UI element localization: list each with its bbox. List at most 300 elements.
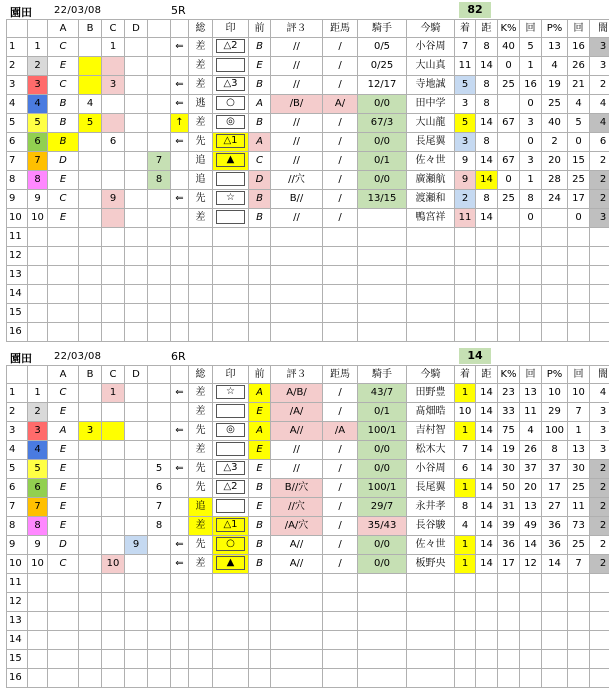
horse-number: 7 (28, 498, 48, 517)
grade-a: D (48, 152, 79, 171)
dark-rating: 3 (590, 209, 609, 228)
distance: 14 (476, 114, 498, 133)
count-1 (520, 323, 542, 342)
distance-horse: /A (323, 422, 358, 441)
style: 差 (189, 403, 213, 422)
jockey: 吉村智 (407, 422, 455, 441)
jockey-record (358, 266, 407, 285)
finish: 1 (455, 384, 476, 403)
mark-e (148, 76, 171, 95)
arrow (171, 650, 189, 669)
count-1: 49 (520, 517, 542, 536)
count-1: 0 (520, 209, 542, 228)
prediction-mark (213, 422, 249, 441)
distance-horse: / (323, 536, 358, 555)
prediction-mark (213, 152, 249, 171)
count-2 (568, 323, 590, 342)
count-1: 3 (520, 114, 542, 133)
mark-d (125, 612, 148, 631)
jockey-record: 43/7 (358, 384, 407, 403)
column-header: P% (542, 366, 568, 384)
jockey-record: 0/0 (358, 171, 407, 190)
p-percent: 14 (542, 555, 568, 574)
column-header: P% (542, 20, 568, 38)
prev-rating: B (249, 190, 271, 209)
style: 逃 (189, 95, 213, 114)
style: 差 (189, 57, 213, 76)
count-1: 3 (520, 152, 542, 171)
arrow: ⇐ (171, 133, 189, 152)
distance-horse: / (323, 517, 358, 536)
distance: 14 (476, 422, 498, 441)
column-header (171, 20, 189, 38)
dark-rating: 2 (590, 479, 609, 498)
mark-b (79, 498, 102, 517)
jockey (407, 285, 455, 304)
mark-e (148, 612, 171, 631)
prev-rating (249, 593, 271, 612)
arrow (171, 669, 189, 688)
dark-rating: 2 (590, 460, 609, 479)
distance: 8 (476, 190, 498, 209)
jockey: 大山龍 (407, 114, 455, 133)
finish: 11 (455, 57, 476, 76)
grade-a (48, 266, 79, 285)
p-percent: 36 (542, 536, 568, 555)
horse-number: 1 (28, 38, 48, 57)
prev-rating: C (249, 152, 271, 171)
count-1 (520, 574, 542, 593)
race-header (6, 2, 609, 19)
column-header: 印 (213, 20, 249, 38)
mark-e (148, 593, 171, 612)
mark-box (216, 210, 245, 224)
count-2: 15 (568, 152, 590, 171)
count-2: 0 (568, 133, 590, 152)
mark-e (148, 384, 171, 403)
table-row (7, 114, 609, 133)
arrow (171, 285, 189, 304)
rating-3: B// (271, 190, 323, 209)
jockey: 田野豊 (407, 384, 455, 403)
mark-b (79, 266, 102, 285)
horse-number (28, 285, 48, 304)
horse-number: 9 (28, 536, 48, 555)
grade-a (48, 631, 79, 650)
column-header: 距馬 (323, 20, 358, 38)
arrow (171, 441, 189, 460)
prev-rating: D (249, 171, 271, 190)
prediction-mark (213, 190, 249, 209)
distance-horse: / (323, 441, 358, 460)
mark-e: 7 (148, 498, 171, 517)
prev-rating: B (249, 517, 271, 536)
k-percent (498, 593, 520, 612)
mark-b (79, 384, 102, 403)
jockey-record (358, 285, 407, 304)
rating-3: // (271, 114, 323, 133)
arrow: ⇐ (171, 536, 189, 555)
count-1 (520, 669, 542, 688)
prev-rating (249, 631, 271, 650)
row-number: 14 (7, 631, 28, 650)
k-percent: 0 (498, 57, 520, 76)
column-header: 今騎 (407, 366, 455, 384)
mark-e (148, 95, 171, 114)
arrow (171, 171, 189, 190)
k-percent (498, 133, 520, 152)
mark-box: ☆ (216, 385, 245, 399)
mark-d (125, 403, 148, 422)
arrow (171, 57, 189, 76)
mark-d (125, 304, 148, 323)
mark-b (79, 650, 102, 669)
mark-c: 1 (102, 38, 125, 57)
style (189, 669, 213, 688)
mark-d (125, 76, 148, 95)
jockey: 廣瀬航 (407, 171, 455, 190)
row-number: 4 (7, 95, 28, 114)
count-2 (568, 247, 590, 266)
race-5r-section (6, 2, 609, 342)
distance: 14 (476, 555, 498, 574)
dark-rating: 2 (590, 152, 609, 171)
prediction-mark (213, 517, 249, 536)
prediction-mark (213, 498, 249, 517)
rating-3: // (271, 441, 323, 460)
style: 差 (189, 384, 213, 403)
mark-d (125, 593, 148, 612)
mark-c (102, 479, 125, 498)
table-row (7, 285, 609, 304)
column-header: 評３ (271, 20, 323, 38)
prediction-mark (213, 536, 249, 555)
prev-rating: E (249, 57, 271, 76)
prediction-mark (213, 403, 249, 422)
p-percent: 17 (542, 479, 568, 498)
k-percent: 25 (498, 76, 520, 95)
arrow (171, 574, 189, 593)
column-header (7, 20, 28, 38)
style: 先 (189, 536, 213, 555)
p-percent: 29 (542, 403, 568, 422)
column-header: 騎手 (358, 366, 407, 384)
jockey: 大山真 (407, 57, 455, 76)
distance-horse (323, 631, 358, 650)
dark-rating (590, 650, 609, 669)
prev-rating: A (249, 384, 271, 403)
mark-b: 5 (79, 114, 102, 133)
column-header: 回 (520, 20, 542, 38)
distance: 14 (476, 479, 498, 498)
p-percent (542, 247, 568, 266)
rating-3: //穴 (271, 171, 323, 190)
jockey-record (358, 631, 407, 650)
p-percent (542, 323, 568, 342)
arrow (171, 323, 189, 342)
horse-number: 8 (28, 517, 48, 536)
column-header: 騎手 (358, 20, 407, 38)
distance-horse (323, 669, 358, 688)
column-header: C (102, 366, 125, 384)
dark-rating: 3 (590, 441, 609, 460)
distance-horse: / (323, 57, 358, 76)
dark-rating: 2 (590, 498, 609, 517)
race-score: 82 (459, 2, 491, 18)
row-number: 14 (7, 285, 28, 304)
rating-3: B//穴 (271, 479, 323, 498)
distance-horse (323, 612, 358, 631)
prev-rating (249, 650, 271, 669)
column-header (171, 366, 189, 384)
k-percent (498, 304, 520, 323)
count-2: 25 (568, 171, 590, 190)
prediction-mark (213, 38, 249, 57)
jockey (407, 304, 455, 323)
jockey: 長尾翼 (407, 133, 455, 152)
mark-d (125, 460, 148, 479)
p-percent (542, 266, 568, 285)
row-number: 2 (7, 403, 28, 422)
k-percent: 36 (498, 536, 520, 555)
rating-3: // (271, 38, 323, 57)
jockey-record: 100/1 (358, 479, 407, 498)
table-row (7, 612, 609, 631)
grade-a: E (48, 517, 79, 536)
table-row (7, 631, 609, 650)
mark-e (148, 403, 171, 422)
rating-3 (271, 285, 323, 304)
mark-e (148, 323, 171, 342)
grade-a: E (48, 171, 79, 190)
mark-d (125, 517, 148, 536)
k-percent: 67 (498, 114, 520, 133)
mark-b (79, 76, 102, 95)
mark-d (125, 95, 148, 114)
rating-3 (271, 228, 323, 247)
mark-d (125, 479, 148, 498)
grade-a: D (48, 536, 79, 555)
table-row (7, 574, 609, 593)
arrow: ↑ (171, 114, 189, 133)
arrow (171, 593, 189, 612)
distance (476, 304, 498, 323)
arrow (171, 304, 189, 323)
grade-a (48, 323, 79, 342)
distance-horse: / (323, 498, 358, 517)
table-row (7, 517, 609, 536)
distance-horse (323, 266, 358, 285)
p-percent (542, 631, 568, 650)
mark-box (216, 58, 245, 72)
distance-horse (323, 574, 358, 593)
mark-c (102, 669, 125, 688)
jockey: 鴨宮祥 (407, 209, 455, 228)
mark-b (79, 133, 102, 152)
count-1 (520, 304, 542, 323)
count-2: 25 (568, 479, 590, 498)
mark-c (102, 209, 125, 228)
distance-horse: / (323, 114, 358, 133)
column-header: K% (498, 20, 520, 38)
mark-c (102, 422, 125, 441)
finish: 1 (455, 422, 476, 441)
mark-e: 6 (148, 479, 171, 498)
k-percent (498, 95, 520, 114)
mark-e (148, 266, 171, 285)
jockey-record: 67/3 (358, 114, 407, 133)
grade-a: E (48, 441, 79, 460)
dark-rating (590, 304, 609, 323)
jockey-record (358, 228, 407, 247)
table-row (7, 498, 609, 517)
row-number: 4 (7, 441, 28, 460)
race-table (6, 19, 609, 342)
count-2: 17 (568, 190, 590, 209)
arrow (171, 479, 189, 498)
jockey-record (358, 593, 407, 612)
mark-b (79, 479, 102, 498)
prev-rating (249, 247, 271, 266)
jockey (407, 669, 455, 688)
style: 差 (189, 76, 213, 95)
distance-horse: / (323, 460, 358, 479)
column-header: 評３ (271, 366, 323, 384)
jockey-record: 29/7 (358, 498, 407, 517)
finish: 5 (455, 114, 476, 133)
table-row (7, 555, 609, 574)
mark-box: ☆ (216, 191, 245, 205)
dark-rating (590, 228, 609, 247)
distance-horse: / (323, 38, 358, 57)
mark-c (102, 593, 125, 612)
mark-c (102, 650, 125, 669)
finish (455, 612, 476, 631)
jockey-record: 35/43 (358, 517, 407, 536)
race-6r-section (6, 348, 609, 688)
mark-c (102, 631, 125, 650)
mark-b (79, 441, 102, 460)
mark-e (148, 190, 171, 209)
row-number: 10 (7, 555, 28, 574)
count-2: 26 (568, 57, 590, 76)
mark-b: 3 (79, 422, 102, 441)
jockey: 田中学 (407, 95, 455, 114)
prev-rating: B (249, 209, 271, 228)
style: 先 (189, 460, 213, 479)
count-2 (568, 266, 590, 285)
finish: 3 (455, 133, 476, 152)
mark-d (125, 631, 148, 650)
table-row (7, 593, 609, 612)
finish: 1 (455, 536, 476, 555)
distance-horse: / (323, 479, 358, 498)
table-row (7, 95, 609, 114)
mark-c (102, 323, 125, 342)
mark-c (102, 228, 125, 247)
table-row (7, 403, 609, 422)
grade-a: C (48, 76, 79, 95)
finish: 9 (455, 152, 476, 171)
style: 差 (189, 517, 213, 536)
jockey-record: 0/25 (358, 57, 407, 76)
column-header: K% (498, 366, 520, 384)
column-header: C (102, 20, 125, 38)
distance-horse: / (323, 403, 358, 422)
p-percent: 37 (542, 460, 568, 479)
horse-number (28, 266, 48, 285)
style (189, 631, 213, 650)
style (189, 228, 213, 247)
prev-rating: B (249, 114, 271, 133)
p-percent: 40 (542, 114, 568, 133)
row-number: 15 (7, 304, 28, 323)
count-2: 7 (568, 403, 590, 422)
finish (455, 669, 476, 688)
grade-a: E (48, 209, 79, 228)
finish: 3 (455, 95, 476, 114)
mark-c (102, 498, 125, 517)
column-header: 印 (213, 366, 249, 384)
table-row (7, 460, 609, 479)
count-2: 73 (568, 517, 590, 536)
arrow: ⇐ (171, 38, 189, 57)
k-percent: 17 (498, 555, 520, 574)
finish (455, 574, 476, 593)
rating-3: /A/ (271, 403, 323, 422)
dark-rating (590, 285, 609, 304)
mark-d (125, 422, 148, 441)
mark-c (102, 574, 125, 593)
k-percent (498, 285, 520, 304)
rating-3: //穴 (271, 498, 323, 517)
prev-rating (249, 323, 271, 342)
p-percent: 8 (542, 441, 568, 460)
jockey (407, 593, 455, 612)
k-percent: 39 (498, 517, 520, 536)
count-1 (520, 247, 542, 266)
count-1: 12 (520, 555, 542, 574)
style: 差 (189, 441, 213, 460)
grade-a: B (48, 133, 79, 152)
count-1 (520, 228, 542, 247)
mark-b (79, 228, 102, 247)
k-percent (498, 574, 520, 593)
mark-e (148, 631, 171, 650)
mark-b (79, 536, 102, 555)
rating-3 (271, 669, 323, 688)
finish: 11 (455, 209, 476, 228)
mark-e (148, 536, 171, 555)
dark-rating: 3 (590, 403, 609, 422)
p-percent (542, 228, 568, 247)
finish (455, 593, 476, 612)
prediction-mark (213, 612, 249, 631)
style: 差 (189, 209, 213, 228)
jockey-record (358, 323, 407, 342)
distance: 14 (476, 517, 498, 536)
style (189, 285, 213, 304)
mark-e: 7 (148, 152, 171, 171)
mark-c (102, 247, 125, 266)
horse-number: 6 (28, 479, 48, 498)
horse-number (28, 593, 48, 612)
jockey: 佐々世 (407, 536, 455, 555)
jockey-record: 0/0 (358, 536, 407, 555)
jockey: 寺地誠 (407, 76, 455, 95)
distance: 14 (476, 152, 498, 171)
finish (455, 650, 476, 669)
